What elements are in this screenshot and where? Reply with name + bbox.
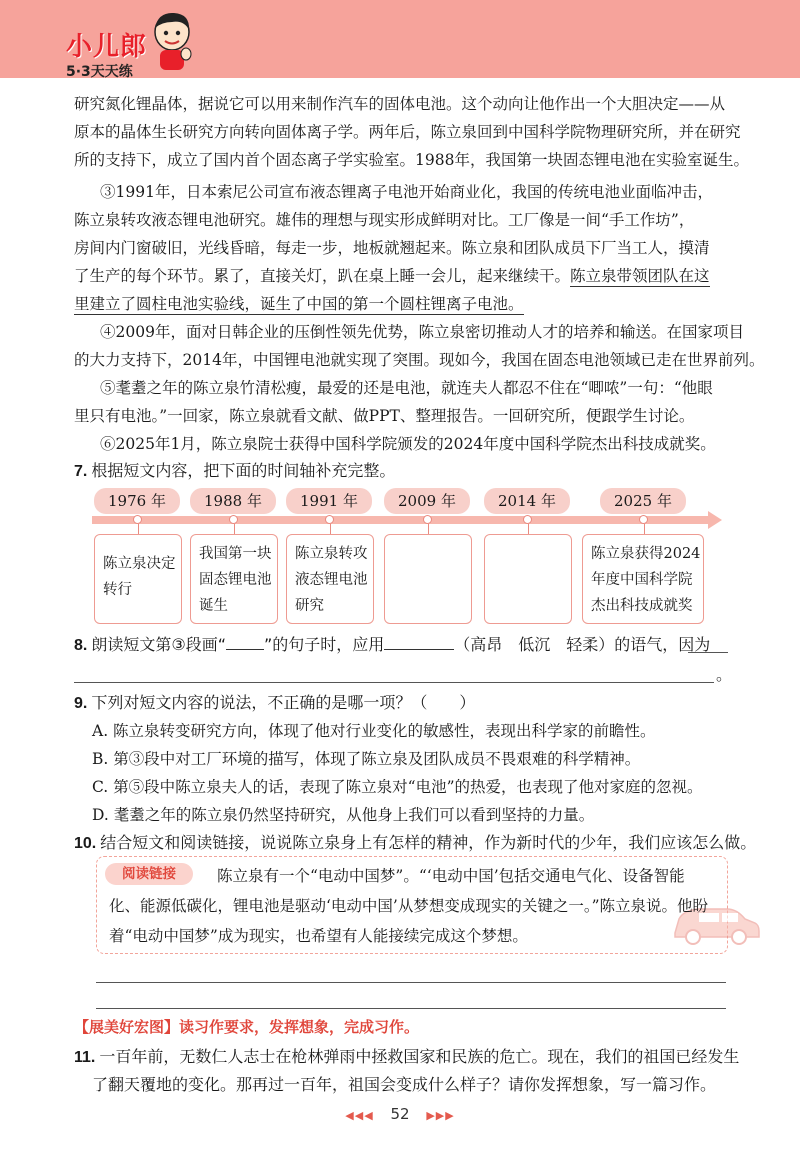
question-8-end: 。 <box>716 665 733 684</box>
timeline-year: 1976 年 <box>94 488 180 514</box>
article-line: 研究氮化锂晶体，据说它可以用来制作汽车的固体电池。这个动向让他作出一个大胆决定——从 <box>74 95 726 113</box>
timeline-axis <box>92 516 710 524</box>
timeline-year: 2014 年 <box>484 488 570 514</box>
answer-blank[interactable] <box>688 652 728 653</box>
reading-link-box <box>96 856 728 954</box>
question-8 <box>74 632 710 659</box>
timeline-answer-box[interactable] <box>384 534 472 624</box>
paragraph-4-line: ④2009年，面对日韩企业的压倒性领先优势，陈立泉密切推动人才的培养和输送。在国家项目 <box>100 323 744 341</box>
option-c[interactable]: C. 第⑤段中陈立泉夫人的话，表现了陈立泉对“电池”的热爱，也表现了他对家庭的忽视。 <box>92 778 703 796</box>
timeline-year: 1988 年 <box>190 488 276 514</box>
timeline-event-text: 陈立泉转攻液态锂电池研究 <box>295 546 368 614</box>
question-text: （高昂 低沉 轻柔）的语气，因为 <box>454 635 711 654</box>
timeline-event-box <box>190 534 278 624</box>
answer-line[interactable] <box>96 982 726 983</box>
paragraph-3-line: 陈立泉转攻液态锂电池研究。雄伟的理想与现实形成鲜明对比。工厂像是一间“手工作坊”， <box>74 211 695 229</box>
question-text: ”的句子时，应用 <box>263 635 385 654</box>
timeline-tick <box>133 515 142 524</box>
option-d[interactable]: D. 耄耋之年的陈立泉仍然坚持研究，从他身上我们可以看到坚持的力量。 <box>92 806 595 824</box>
question-number: 9. <box>74 695 88 712</box>
timeline-year: 1991 年 <box>286 488 372 514</box>
timeline-tick <box>523 515 532 524</box>
question-text: 下列对短文内容的说法，不正确的是哪一项？（ ） <box>91 693 476 712</box>
question-text: 根据短文内容，把下面的时间轴补充完整。 <box>91 461 396 480</box>
paragraph-3-line: 房间内门窗破旧，光线昏暗，每走一步，地板就翘起来。陈立泉和团队成员下厂当工人，摸清 <box>74 239 710 257</box>
answer-line[interactable] <box>74 682 714 683</box>
question-7 <box>74 458 395 485</box>
timeline-event-text: 我国第一块固态锂电池诞生 <box>199 546 272 614</box>
timeline-event-text: 陈立泉获得2024年度中国科学院杰出科技成就奖 <box>591 546 701 614</box>
p3-plain-text: 了生产的每个环节。累了，直接关灯，趴在桌上睡一会儿，起来继续干。 <box>74 267 571 285</box>
page-number: 52 <box>390 1105 410 1123</box>
answer-blank[interactable] <box>226 649 264 650</box>
logo-main-text: 小儿郎 <box>66 32 148 62</box>
left-arrows-icon: ◀◀◀ <box>345 1109 374 1122</box>
paragraph-5-line: 里只有电池。”一回家，陈立泉就看文献、做PPT、整理报告。一回研究所，便跟学生讨论。 <box>74 407 695 425</box>
answer-blank[interactable] <box>384 649 454 650</box>
underlined-sentence: 里建立了圆柱电池实验线，诞生了中国的第一个圆柱锂离子电池。 <box>74 295 524 313</box>
timeline-event-box <box>94 534 182 624</box>
timeline-tick <box>325 515 334 524</box>
timeline-tick <box>229 515 238 524</box>
paragraph-4-line: 的大力支持下，2014年，中国锂电池就实现了突围。现如今，我国在固态电池领域已走在世界前列。 <box>74 351 765 369</box>
question-number: 11. <box>74 1049 96 1066</box>
option-a[interactable]: A. 陈立泉转变研究方向，体现了他对行业变化的敏感性，表现出科学家的前瞻性。 <box>92 722 656 740</box>
right-arrows-icon: ▶▶▶ <box>426 1109 455 1122</box>
paragraph-3-line <box>74 262 734 290</box>
timeline-tick <box>639 515 648 524</box>
timeline-year: 2025 年 <box>600 488 686 514</box>
section-heading: 【展美好宏图】读习作要求，发挥想象，完成习作。 <box>74 1018 420 1036</box>
paragraph-5-line: ⑤耄耋之年的陈立泉竹清松瘦，最爱的还是电池，就连夫人都忍不住在“唧哝”一句：“他眼 <box>100 379 713 397</box>
option-b[interactable]: B. 第③段中对工厂环境的描写，体现了陈立泉及团队成员不畏艰难的科学精神。 <box>92 750 641 768</box>
question-10 <box>74 830 756 857</box>
timeline-event-text: 陈立泉决定转行 <box>103 556 176 598</box>
page-footer <box>0 1105 800 1123</box>
question-number: 8. <box>74 637 88 654</box>
question-text: 朗读短文第③段画“ <box>91 635 226 654</box>
mascot-icon <box>150 10 194 72</box>
article-line: 原本的晶体生长研究方向转向固体离子学。两年后，陈立泉回到中国科学院物理研究所，并在研究 <box>74 123 741 141</box>
question-11-line: 了翻天覆地的变化。那再过一百年，祖国会变成什么样子？请你发挥想象，写一篇习作。 <box>92 1075 717 1094</box>
underlined-sentence: 陈立泉带领团队在这 <box>570 267 710 285</box>
logo-sub-text: 5·3天天练 <box>66 64 133 80</box>
reading-link-tag: 阅读链接 <box>105 863 193 885</box>
answer-line[interactable] <box>96 1008 726 1009</box>
reading-link-text: 陈立泉有一个“电动中国梦”。“‘电动中国’包括交通电气化、设备智能化、能源低碳化，锂电池是驱动‘电动中国’从梦想变成现实的关键之一。”陈立泉说。他盼着“电动中国梦”成为现实，也希望有人能接续完成这个梦想。 <box>109 867 709 945</box>
timeline-event-box <box>286 534 374 624</box>
timeline-tick <box>423 515 432 524</box>
question-text: 一百年前，无数仁人志士在枪林弹雨中拯救国家和民族的危亡。现在，我们的祖国已经发生 <box>99 1047 740 1066</box>
timeline-answer-box[interactable] <box>484 534 572 624</box>
brand-logo <box>66 26 147 81</box>
paragraph-6-line: ⑥2025年1月，陈立泉院士获得中国科学院颁发的2024年度中国科学院杰出科技成就奖。 <box>100 435 716 453</box>
timeline-arrow-icon <box>708 511 722 529</box>
question-text: 结合短文和阅读链接，说说陈立泉身上有怎样的精神，作为新时代的少年，我们应该怎么做。 <box>100 833 757 852</box>
question-9 <box>74 690 475 717</box>
paragraph-3-line: ③1991年，日本索尼公司宣布液态锂离子电池开始商业化，我国的传统电池业面临冲击， <box>100 183 713 201</box>
question-11 <box>74 1044 739 1071</box>
question-number: 7. <box>74 463 88 480</box>
timeline-year: 2009 年 <box>384 488 470 514</box>
article-line: 所的支持下，成立了国内首个固态离子学实验室。1988年，我国第一块固态锂电池在实验室诞生。 <box>74 151 749 169</box>
paragraph-3-line <box>74 290 734 318</box>
timeline-event-box <box>582 534 704 624</box>
question-number: 10. <box>74 835 97 852</box>
